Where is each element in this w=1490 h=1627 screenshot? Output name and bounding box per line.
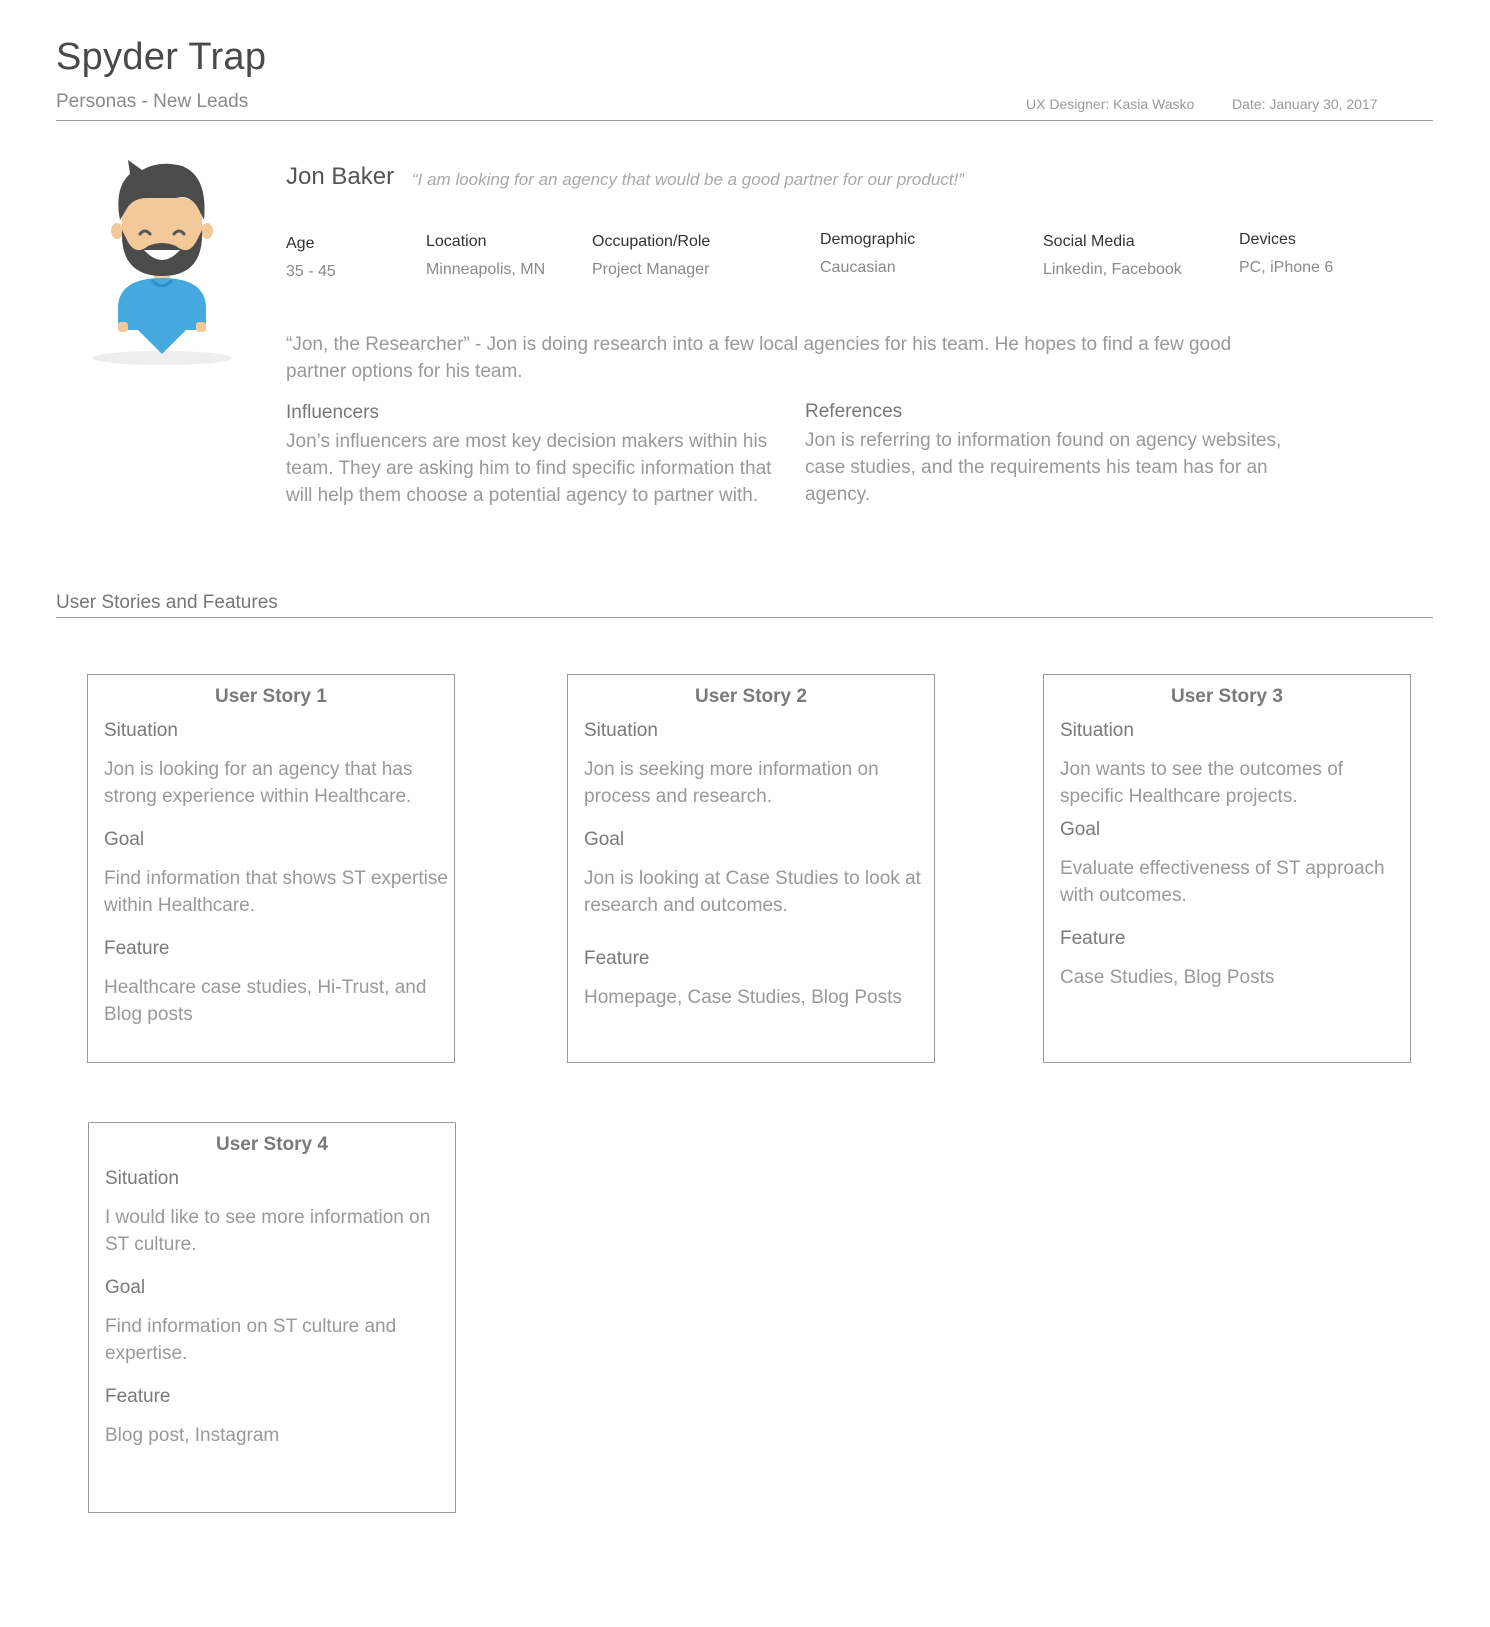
attr-occupation-value: Project Manager: [592, 261, 710, 278]
designer-credit: UX Designer: Kasia Wasko: [1026, 96, 1195, 112]
persona-description: “Jon, the Researcher” - Jon is doing research into a few local agencies for his team. He hopes to find a few good partner options for his team.: [286, 334, 1232, 382]
persona-name: Jon Baker: [286, 163, 395, 190]
goal-text: Evaluate effectiveness of ST approach with outcomes.: [1060, 858, 1385, 906]
feature-label: Feature: [104, 938, 170, 959]
attr-devices-value: PC, iPhone 6: [1239, 259, 1334, 276]
feature-label: Feature: [1060, 928, 1126, 949]
situation-label: Situation: [1060, 720, 1134, 741]
feature-text: Case Studies, Blog Posts: [1060, 967, 1275, 988]
story-title: User Story 2: [695, 686, 807, 707]
goal-text: Find information that shows ST expertise within Healthcare.: [104, 868, 448, 916]
attr-age-value: 35 - 45: [286, 263, 336, 280]
attr-demographic-label: Demographic: [820, 231, 916, 248]
user-story-card: [87, 674, 455, 1063]
feature-text: Healthcare case studies, Hi-Trust, and Blog posts: [104, 977, 427, 1025]
story-title: User Story 4: [216, 1134, 328, 1155]
feature-text: Homepage, Case Studies, Blog Posts: [584, 987, 902, 1008]
persona-quote: “I am looking for an agency that would be a good partner for our product!”: [412, 170, 964, 189]
attr-demographic-value: Caucasian: [820, 259, 896, 276]
situation-label: Situation: [105, 1168, 179, 1189]
section-divider: [56, 617, 1433, 618]
situation-label: Situation: [584, 720, 658, 741]
story-title: User Story 3: [1171, 686, 1283, 707]
situation-text: Jon wants to see the outcomes of specific Healthcare projects.: [1060, 759, 1344, 807]
story-title: User Story 1: [215, 686, 327, 707]
document-subtitle: Personas - New Leads: [56, 91, 249, 112]
attr-occupation-label: Occupation/Role: [592, 233, 711, 250]
user-story-card: [88, 1122, 456, 1513]
situation-label: Situation: [104, 720, 178, 741]
user-story-card: [1043, 674, 1411, 1063]
feature-label: Feature: [584, 948, 650, 969]
attr-location-label: Location: [426, 233, 487, 250]
situation-text: Jon is seeking more information on process and research.: [584, 759, 879, 807]
influencers-heading: Influencers: [286, 402, 379, 423]
attr-social-media-label: Social Media: [1043, 233, 1135, 250]
goal-label: Goal: [584, 829, 625, 850]
situation-text: I would like to see more information on ST culture.: [105, 1207, 431, 1255]
references-text: Jon is referring to information found on agency websites, case studies, and the requirements his team has for an agency.: [805, 430, 1282, 505]
user-story-card: [567, 674, 935, 1063]
attr-age-label: Age: [286, 235, 315, 252]
goal-label: Goal: [104, 829, 145, 850]
attr-social-media-value: Linkedin, Facebook: [1043, 261, 1182, 278]
attr-devices-label: Devices: [1239, 231, 1296, 248]
feature-text: Blog post, Instagram: [105, 1425, 280, 1446]
goal-text: Find information on ST culture and expertise.: [105, 1316, 397, 1364]
header-divider: [56, 120, 1433, 121]
goal-label: Goal: [105, 1277, 146, 1298]
persona-avatar-icon: [90, 158, 240, 370]
goal-text: Jon is looking at Case Studies to look at research and outcomes.: [584, 868, 921, 916]
influencers-text: Jon’s influencers are most key decision makers within his team. They are asking him to find specific information that will help them choose a potential agency to partner with.: [286, 431, 772, 506]
section-title: User Stories and Features: [56, 592, 278, 613]
situation-text: Jon is looking for an agency that has strong experience within Healthcare.: [104, 759, 413, 807]
feature-label: Feature: [105, 1386, 171, 1407]
document-title: Spyder Trap: [56, 36, 267, 78]
goal-label: Goal: [1060, 819, 1101, 840]
document-date: Date: January 30, 2017: [1232, 96, 1378, 112]
attr-location-value: Minneapolis, MN: [426, 261, 546, 278]
references-heading: References: [805, 401, 903, 422]
